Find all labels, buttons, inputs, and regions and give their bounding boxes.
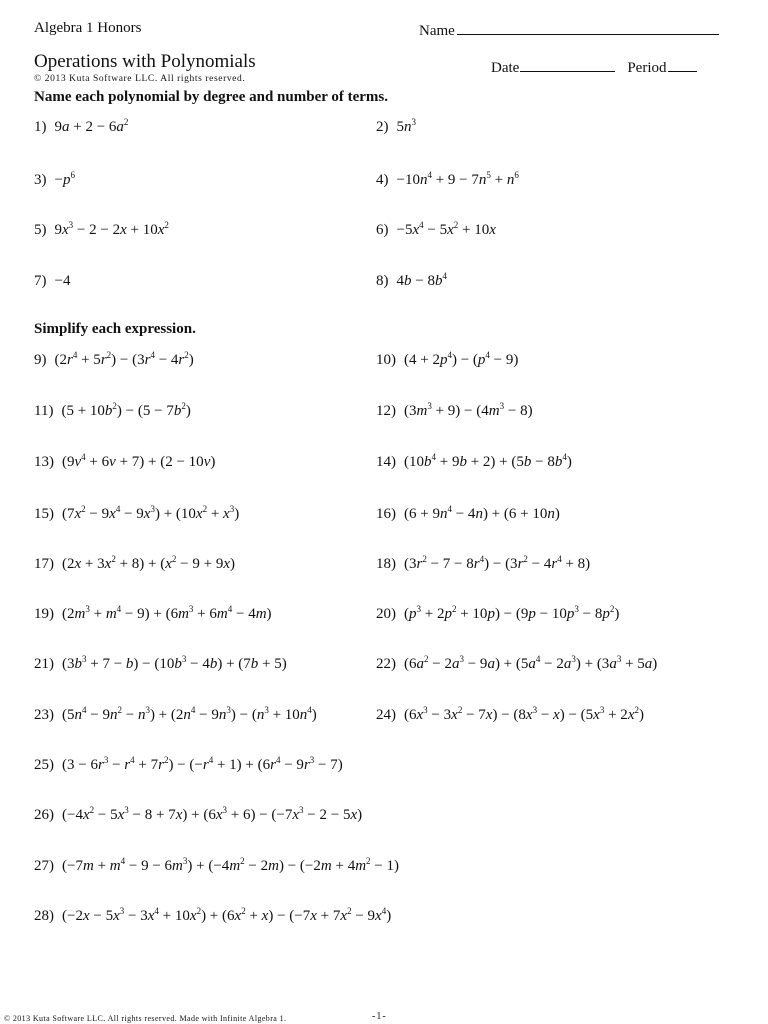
problem-number: 10) xyxy=(376,352,396,368)
problem-item xyxy=(376,119,416,136)
problem-number: 13) xyxy=(34,454,54,470)
problem-expression: $(-2x - 5x^3 - 3x^4 + 10x^2) + (6x^2 + x) - (-7x + 7x^2 - 9x^4)$ xyxy=(62,906,392,924)
date-label: Date xyxy=(491,60,520,76)
section1-heading: Name each polynomial by degree and number of terms. xyxy=(34,89,389,105)
problem-expression: $(5 + 10b^2) - (5 - 7b^2)$ xyxy=(61,401,191,419)
problem-expression: $(6 + 9n^4 - 4n) + (6 + 10n)$ xyxy=(404,504,560,522)
course-name: Algebra 1 Honors xyxy=(34,20,142,36)
problem-number: 12) xyxy=(376,403,396,419)
problem-item xyxy=(376,172,519,189)
problem-number: 20) xyxy=(376,606,396,622)
problem-expression: $(3r^2 - 7 - 8r^4) - (3r^2 - 4r^4 + 8)$ xyxy=(404,554,591,572)
problem-item xyxy=(34,757,343,774)
problem-item xyxy=(376,506,560,523)
section2-heading: Simplify each expression. xyxy=(34,321,196,337)
problem-item xyxy=(34,352,194,369)
problem-number: 25) xyxy=(34,757,54,773)
footer-copyright: © 2013 Kuta Software LLC. All rights reserved. Made with Infinite Algebra 1. xyxy=(4,1014,287,1023)
problem-item xyxy=(376,606,619,623)
problem-expression: $-5x^4 - 5x^2 + 10x$ xyxy=(396,220,496,238)
problem-item xyxy=(376,352,518,369)
problem-number: 15) xyxy=(34,506,54,522)
problem-number: 17) xyxy=(34,556,54,572)
problem-expression: $(10b^4 + 9b + 2) + (5b - 8b^4)$ xyxy=(404,452,572,470)
problem-item xyxy=(34,172,75,189)
problem-number: 8) xyxy=(376,273,389,289)
problem-number: 3) xyxy=(34,172,47,188)
problem-number: 6) xyxy=(376,222,389,238)
problem-item xyxy=(34,556,235,573)
date-period-fields xyxy=(491,57,697,77)
period-label: Period xyxy=(627,60,667,76)
problem-number: 24) xyxy=(376,707,396,723)
name-blank-line xyxy=(457,20,719,35)
problem-expression: $(3 - 6r^3 - r^4 + 7r^2) - (-r^4 + 1) + (6r^4 - 9r^3 - 7)$ xyxy=(62,755,343,773)
problem-item xyxy=(34,222,169,239)
problem-expression: $(5n^4 - 9n^2 - n^3) + (2n^4 - 9n^3) - (n^3 + 10n^4)$ xyxy=(62,705,317,723)
problem-number: 27) xyxy=(34,858,54,874)
name-field xyxy=(419,20,719,40)
problem-item xyxy=(34,656,287,673)
problem-item xyxy=(376,273,447,290)
problem-number: 26) xyxy=(34,807,54,823)
problem-expression: $5n^3$ xyxy=(396,117,416,135)
problem-item xyxy=(34,273,70,290)
problem-number: 2) xyxy=(376,119,389,135)
problem-item xyxy=(376,454,572,471)
problem-expression: $-p^6$ xyxy=(54,170,75,188)
problem-item xyxy=(34,606,272,623)
period-blank-line xyxy=(668,57,697,72)
name-label: Name xyxy=(419,23,455,39)
problem-number: 4) xyxy=(376,172,389,188)
problem-expression: $(-4x^2 - 5x^3 - 8 + 7x) + (6x^3 + 6) - (-7x^3 - 2 - 5x)$ xyxy=(62,805,363,823)
problem-number: 28) xyxy=(34,908,54,924)
problem-number: 7) xyxy=(34,273,47,289)
problem-expression: $9x^3 - 2 - 2x + 10x^2$ xyxy=(54,220,169,238)
problem-expression: $(2m^3 + m^4 - 9) + (6m^3 + 6m^4 - 4m)$ xyxy=(62,604,272,622)
problem-expression: $(3m^3 + 9) - (4m^3 - 8)$ xyxy=(404,401,533,419)
problem-item xyxy=(34,119,128,136)
problem-expression: $(3b^3 + 7 - b) - (10b^3 - 4b) + (7b + 5)$ xyxy=(62,654,287,672)
problem-number: 16) xyxy=(376,506,396,522)
problem-expression: $(p^3 + 2p^2 + 10p) - (9p - 10p^3 - 8p^2)$ xyxy=(404,604,620,622)
problem-expression: $(2x + 3x^2 + 8) + (x^2 - 9 + 9x)$ xyxy=(62,554,235,572)
problem-expression: $9a + 2 - 6a^2$ xyxy=(54,117,129,135)
problem-item xyxy=(376,403,533,420)
problem-expression: $4b - 8b^4$ xyxy=(396,271,447,289)
problem-item xyxy=(376,707,644,724)
problem-expression: $(7x^2 - 9x^4 - 9x^3) + (10x^2 + x^3)$ xyxy=(62,504,240,522)
problem-number: 11) xyxy=(34,403,54,419)
problem-expression: $(-7m + m^4 - 9 - 6m^3) + (-4m^2 - 2m) - (-2m + 4m^2 - 1)$ xyxy=(62,856,400,874)
header-copyright: © 2013 Kuta Software LLC. All rights reserved. xyxy=(34,74,246,84)
problem-item xyxy=(376,222,496,239)
problem-item xyxy=(376,656,657,673)
problem-expression: $(6a^2 - 2a^3 - 9a) + (5a^4 - 2a^3) + (3a^3 + 5a)$ xyxy=(404,654,658,672)
problem-expression: $-10n^4 + 9 - 7n^5 + n^6$ xyxy=(396,170,519,188)
date-blank-line xyxy=(520,57,615,72)
problem-item xyxy=(34,403,191,420)
problem-number: 9) xyxy=(34,352,47,368)
problem-item xyxy=(34,454,215,471)
problem-number: 19) xyxy=(34,606,54,622)
problem-expression: $(4 + 2p^4) - (p^4 - 9)$ xyxy=(404,350,519,368)
problem-expression: −4 xyxy=(54,273,71,289)
problem-expression: $(6x^3 - 3x^2 - 7x) - (8x^3 - x) - (5x^3 + 2x^2)$ xyxy=(404,705,644,723)
problem-item xyxy=(34,506,239,523)
problem-item xyxy=(34,858,399,875)
page-number: -1- xyxy=(372,1011,387,1022)
problem-expression: $(9v^4 + 6v + 7) + (2 - 10v)$ xyxy=(62,452,216,470)
problem-item xyxy=(34,707,317,724)
problem-number: 23) xyxy=(34,707,54,723)
problem-number: 5) xyxy=(34,222,47,238)
problem-expression: $(2r^4 + 5r^2) - (3r^4 - 4r^2)$ xyxy=(54,350,194,368)
problem-number: 1) xyxy=(34,119,47,135)
problem-number: 22) xyxy=(376,656,396,672)
problem-number: 18) xyxy=(376,556,396,572)
problem-item xyxy=(34,908,391,925)
problem-item xyxy=(376,556,590,573)
worksheet-title: Operations with Polynomials xyxy=(34,51,256,72)
problem-item xyxy=(34,807,362,824)
problem-number: 21) xyxy=(34,656,54,672)
problem-number: 14) xyxy=(376,454,396,470)
